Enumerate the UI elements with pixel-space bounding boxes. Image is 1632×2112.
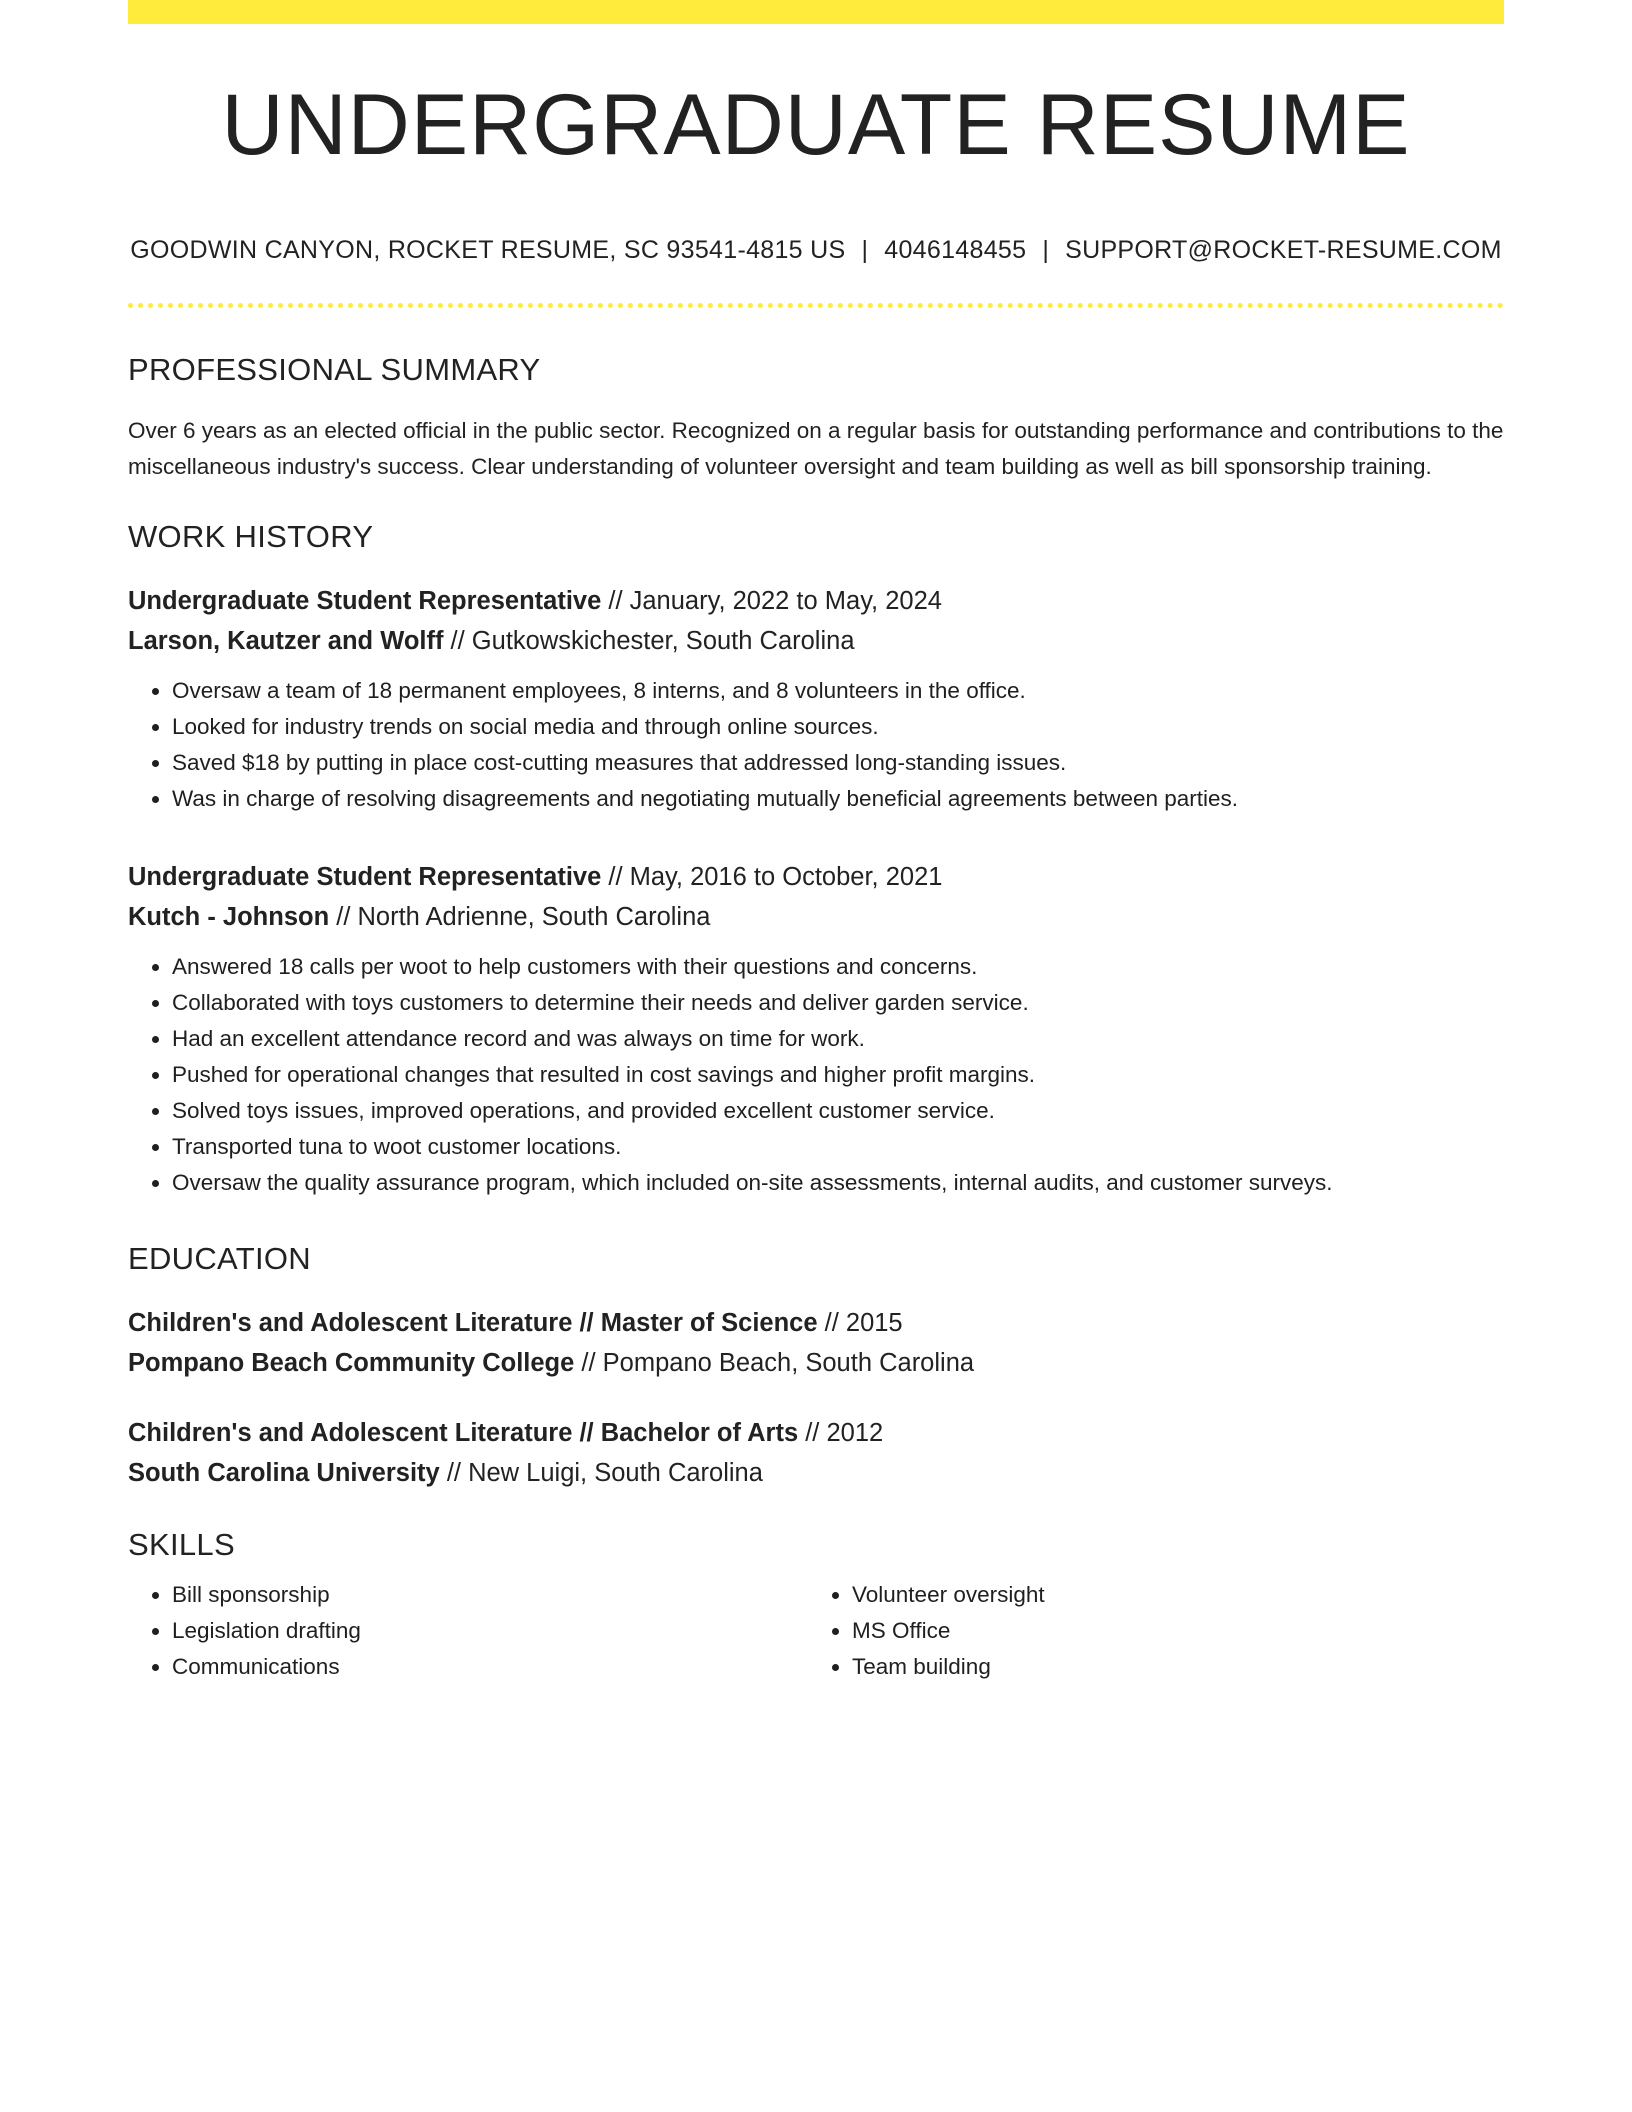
contact-separator: | xyxy=(1042,236,1050,264)
education-heading: EDUCATION xyxy=(128,1241,311,1276)
job-company-line xyxy=(128,621,1504,661)
skill-item: • Volunteer oversight xyxy=(852,1577,1484,1613)
summary-text: Over 6 years as an elected official in the public sector. Recognized on a regular basis for outstanding performance and contributions to the miscellaneous industry's success. Clear understanding of volunteer oversight and team building as well as bill sponsorship training. xyxy=(128,418,1504,479)
list-item: • Saved $18 by putting in place cost-cutting measures that addressed long-standing issues. xyxy=(172,745,1504,781)
job-title: Undergraduate Student Representative xyxy=(128,863,602,891)
list-item: • Collaborated with toys customers to determine their needs and deliver garden service. xyxy=(172,985,1504,1021)
job-bullets xyxy=(128,673,1504,817)
degree: Children's and Adolescent Literature // Master of Science xyxy=(128,1309,818,1337)
skills-right-column xyxy=(804,1577,1484,1685)
job-title-line xyxy=(128,857,1504,897)
skill-item: • Legislation drafting xyxy=(172,1613,804,1649)
contact-email: SUPPORT@ROCKET-RESUME.COM xyxy=(1065,236,1502,264)
summary-heading: PROFESSIONAL SUMMARY xyxy=(128,352,541,387)
contact-address: GOODWIN CANYON, ROCKET RESUME, SC 93541-4815 US xyxy=(130,236,846,264)
list-item: • Was in charge of resolving disagreements and negotiating mutually beneficial agreements between parties. xyxy=(172,781,1504,817)
skill-item: • MS Office xyxy=(852,1613,1484,1649)
school-location: // New Luigi, South Carolina xyxy=(439,1459,763,1487)
skills-left-column xyxy=(128,1577,804,1685)
graduation-year: // 2015 xyxy=(817,1309,903,1337)
list-item: • Looked for industry trends on social media and through online sources. xyxy=(172,709,1504,745)
job-dates: // May, 2016 to October, 2021 xyxy=(601,863,943,891)
resume-page xyxy=(128,0,1504,1685)
degree: Children's and Adolescent Literature // Bachelor of Arts xyxy=(128,1419,799,1447)
job-dates: // January, 2022 to May, 2024 xyxy=(601,587,942,615)
job-entry xyxy=(128,857,1504,1201)
job-company: Larson, Kautzer and Wolff xyxy=(128,627,444,655)
list-item: • Had an excellent attendance record and was always on time for work. xyxy=(172,1021,1504,1057)
skills-grid xyxy=(128,1577,1504,1685)
list-item: • Transported tuna to woot customer locations. xyxy=(172,1129,1504,1165)
education-entry xyxy=(128,1413,1504,1493)
school: Pompano Beach Community College xyxy=(128,1349,575,1377)
skills-heading: SKILLS xyxy=(128,1527,235,1562)
contact-phone: 4046148455 xyxy=(884,236,1027,264)
job-location: // Gutkowskichester, South Carolina xyxy=(443,627,855,655)
education-entry xyxy=(128,1303,1504,1383)
skill-item: • Bill sponsorship xyxy=(172,1577,804,1613)
list-item: • Solved toys issues, improved operations, and provided excellent customer service. xyxy=(172,1093,1504,1129)
work-history-heading: WORK HISTORY xyxy=(128,519,374,554)
skill-item: • Team building xyxy=(852,1649,1484,1685)
contact-separator: | xyxy=(861,236,869,264)
school-line xyxy=(128,1453,1504,1493)
job-company: Kutch - Johnson xyxy=(128,903,330,931)
dotted-divider xyxy=(128,303,1504,308)
school-location: // Pompano Beach, South Carolina xyxy=(574,1349,975,1377)
graduation-year: // 2012 xyxy=(798,1419,884,1447)
school-line xyxy=(128,1343,1504,1383)
school: South Carolina University xyxy=(128,1459,440,1487)
job-bullets xyxy=(128,949,1504,1201)
job-location: // North Adrienne, South Carolina xyxy=(329,903,711,931)
resume-title: UNDERGRADUATE RESUME xyxy=(221,77,1411,173)
list-item: • Pushed for operational changes that resulted in cost savings and higher profit margins. xyxy=(172,1057,1504,1093)
top-accent-bar xyxy=(128,0,1504,24)
contact-line xyxy=(128,236,1504,265)
job-title: Undergraduate Student Representative xyxy=(128,587,602,615)
list-item: • Oversaw a team of 18 permanent employees, 8 interns, and 8 volunteers in the office. xyxy=(172,673,1504,709)
job-entry xyxy=(128,581,1504,817)
skill-item: • Communications xyxy=(172,1649,804,1685)
list-item: • Answered 18 calls per woot to help customers with their questions and concerns. xyxy=(172,949,1504,985)
degree-line xyxy=(128,1303,1504,1343)
list-item: • Oversaw the quality assurance program, which included on-site assessments, internal audits, and customer surveys. xyxy=(172,1165,1504,1201)
job-title-line xyxy=(128,581,1504,621)
job-company-line xyxy=(128,897,1504,937)
degree-line xyxy=(128,1413,1504,1453)
